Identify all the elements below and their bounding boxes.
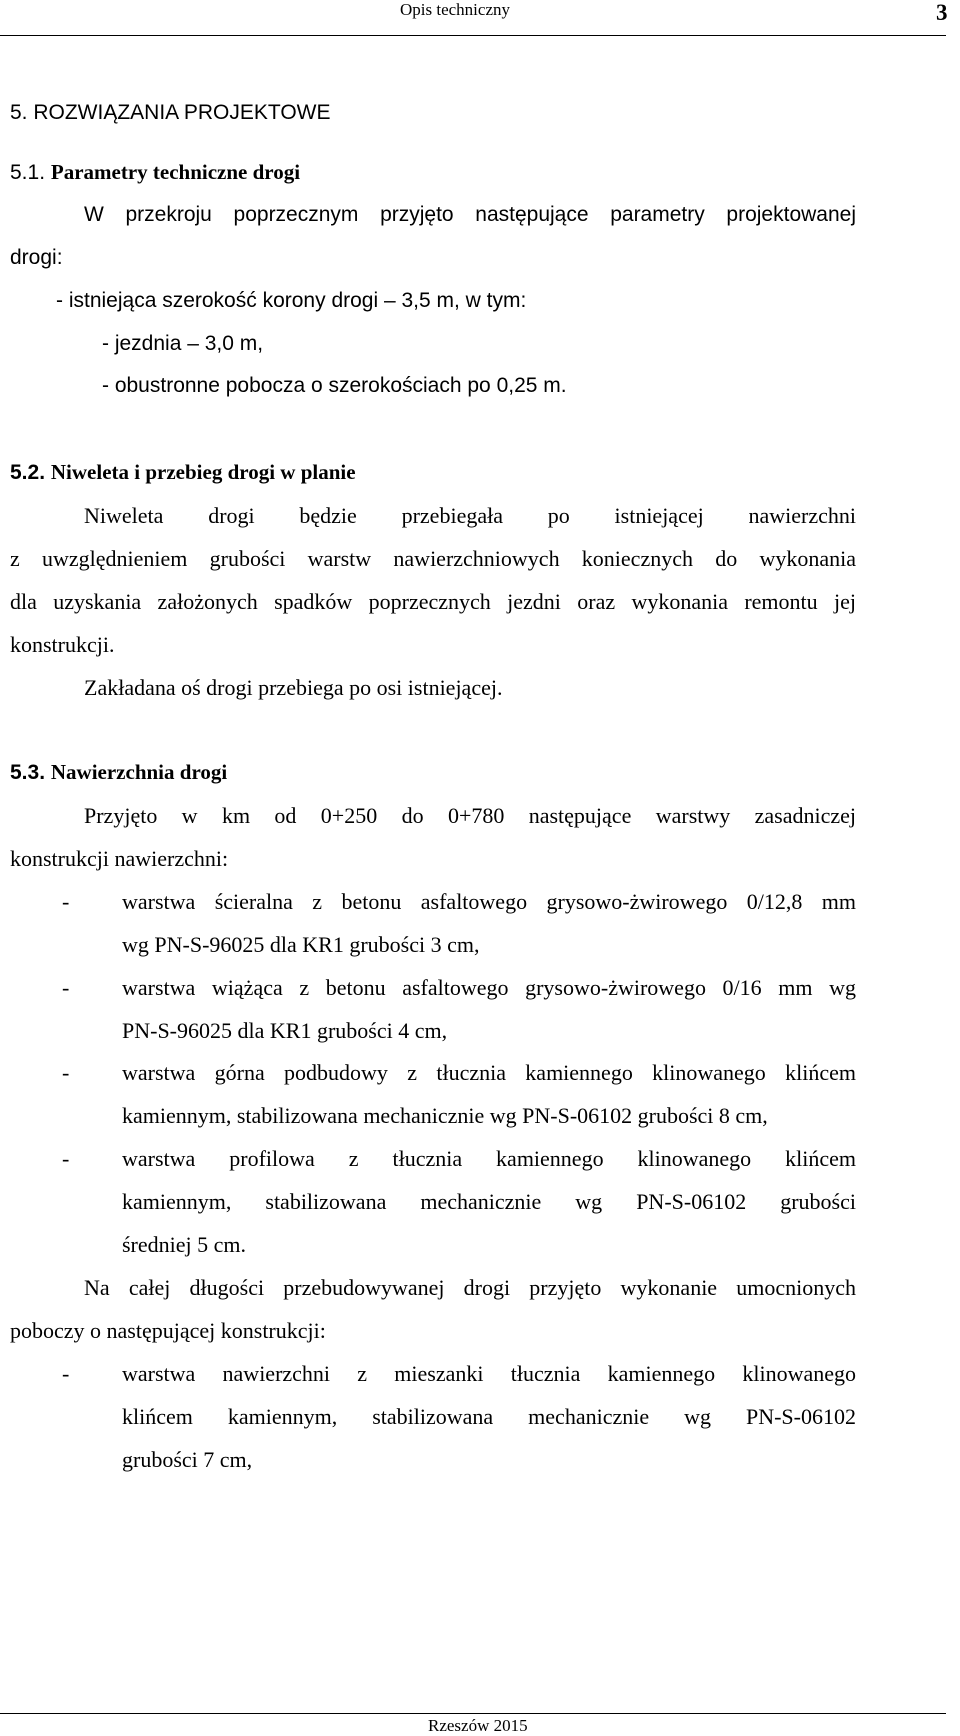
s51-sub-pobocza: - obustronne pobocza o szerokościach po 0,25 m.	[102, 374, 567, 397]
s53-intro-line1: Przyjęto w km od 0+250 do 0+780 następujące warstwy zasadniczej	[84, 803, 856, 828]
layer-3-line2: kamiennym, stabilizowana mechanicznie wg PN-S-06102 grubości 8 cm,	[122, 1103, 768, 1128]
header-title: Opis techniczny	[400, 0, 510, 19]
s52-p1-line3: dla uzyskania założonych spadków poprzecznych jezdni oraz wykonania remontu jej	[10, 589, 856, 614]
shoulders-line1: Na całej długości przebudowywanej drogi przyjęto wykonanie umocnionych	[84, 1275, 856, 1300]
s53-intro-line2: konstrukcji nawierzchni:	[10, 846, 229, 871]
s52-p1-line1: Niweleta drogi będzie przebiegała po istniejącej nawierzchni	[84, 503, 856, 528]
layer-1-line1: warstwa ścieralna z betonu asfaltowego grysowo-żwirowego 0/12,8 mm	[122, 889, 856, 914]
layer-2-line1: warstwa wiążąca z betonu asfaltowego grysowo-żwirowego 0/16 mm wg	[122, 975, 856, 1000]
shoulder-layer-line1: warstwa nawierzchni z mieszanki tłucznia kamiennego klinowanego	[122, 1361, 856, 1386]
list-dash: -	[62, 1146, 70, 1171]
heading-5-2: 5.2. Niweleta i przebieg drogi w planie	[10, 460, 356, 484]
shoulder-layer-line3: grubości 7 cm,	[122, 1447, 253, 1472]
shoulders-line2: poboczy o następującej konstrukcji:	[10, 1318, 326, 1343]
layer-4-line3: średniej 5 cm.	[122, 1232, 247, 1257]
s51-intro-line2: drogi:	[10, 246, 63, 269]
s51-intro-line1: W przekroju poprzecznym przyjęto następujące parametry projektowanej	[84, 203, 856, 226]
shoulder-layer-line2: klińcem kamiennym, stabilizowana mechanicznie wg PN-S-06102	[122, 1404, 856, 1429]
layer-1-line2: wg PN-S-96025 dla KR1 grubości 3 cm,	[122, 932, 480, 957]
list-dash: -	[62, 889, 70, 914]
footer-text: Rzeszów 2015	[428, 1716, 528, 1735]
s51-sub-jezdnia: - jezdnia – 3,0 m,	[102, 332, 264, 355]
heading-5-2-text: Niweleta i przebieg drogi w planie	[50, 460, 356, 484]
layer-4-line1: warstwa profilowa z tłucznia kamiennego klinowanego klińcem	[122, 1146, 856, 1171]
layer-2-line2: PN-S-96025 dla KR1 grubości 4 cm,	[122, 1018, 448, 1043]
layer-3-line1: warstwa górna podbudowy z tłucznia kamiennego klinowanego klińcem	[122, 1060, 856, 1085]
list-dash: -	[62, 1361, 70, 1386]
footer-divider	[0, 1713, 946, 1714]
list-dash: -	[62, 1060, 70, 1085]
list-dash: -	[62, 975, 70, 1000]
heading-5-1-text: Parametry techniczne drogi	[50, 160, 301, 184]
s52-p2: Zakładana oś drogi przebiega po osi istniejącej.	[84, 675, 503, 700]
main-heading: 5. ROZWIĄZANIA PROJEKTOWE	[10, 101, 331, 124]
heading-5-3-text: Nawierzchnia drogi	[50, 760, 228, 784]
header-divider	[0, 35, 946, 36]
layer-4-line2: kamiennym, stabilizowana mechanicznie wg PN-S-06102 grubości	[122, 1189, 856, 1214]
s51-item-width: - istniejąca szerokość korony drogi – 3,5 m, w tym:	[56, 289, 527, 312]
heading-5-1: 5.1. Parametry techniczne drogi	[10, 160, 301, 184]
page-number: 3	[936, 0, 948, 25]
s52-p1-line2: z uwzględnieniem grubości warstw nawierzchniowych koniecznych do wykonania	[10, 546, 856, 571]
heading-5-3: 5.3. Nawierzchnia drogi	[10, 760, 228, 784]
s52-p1-line4: konstrukcji.	[10, 632, 115, 657]
